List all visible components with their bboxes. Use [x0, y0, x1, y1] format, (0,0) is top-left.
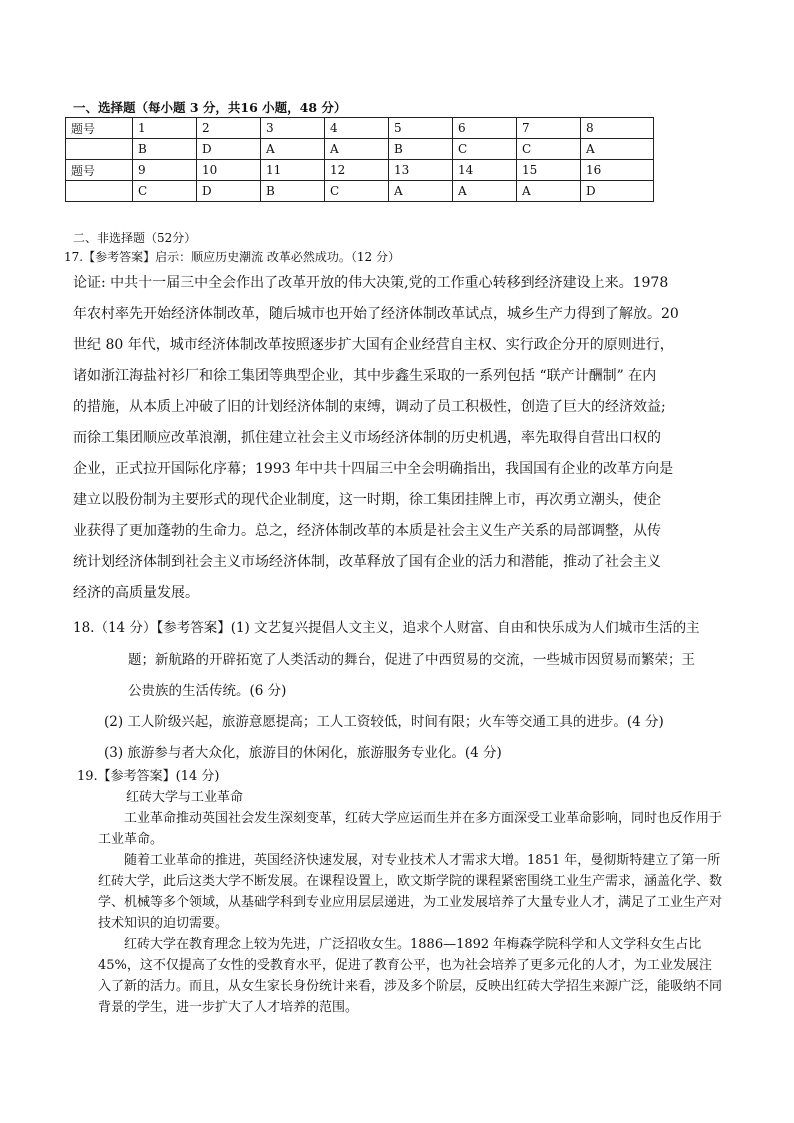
answer-cell: A	[325, 139, 389, 160]
question-number: 1	[133, 118, 197, 139]
table-header-label: 题号	[66, 118, 133, 139]
question-number: 8	[581, 118, 654, 139]
question-number: 4	[325, 118, 389, 139]
empty-cell	[66, 139, 133, 160]
question-number: 7	[517, 118, 581, 139]
answer-cell: A	[261, 139, 325, 160]
question-number: 13	[389, 160, 453, 181]
q18-line: (2) 工人阶级兴起，旅游意愿提高；工人工资较低，时间有限；火车等交通工具的进步。(4 分)	[104, 714, 664, 730]
table-row	[66, 139, 654, 160]
question-number: 12	[325, 160, 389, 181]
question-number: 2	[197, 118, 261, 139]
answer-cell: A	[581, 139, 654, 160]
section2-title: 二、非选择题（52分）	[73, 231, 197, 245]
q19-title: 红砖大学与工业革命	[126, 790, 244, 805]
section1-title: 一、选择题（每小题 3 分，共16 小题，48 分）	[73, 100, 347, 115]
answer-cell: A	[389, 181, 453, 202]
question-number: 15	[517, 160, 581, 181]
answer-cell: C	[133, 181, 197, 202]
q17-line: 论证: 中共十一届三中全会作出了改革开放的伟大决策,党的工作重心转移到经济建设上来。1978	[73, 275, 669, 291]
question-number: 16	[581, 160, 654, 181]
answer-cell: B	[133, 139, 197, 160]
q17-heading: 17.【参考答案】启示：顺应历史潮流 改革必然成功。（12 分）	[64, 250, 400, 264]
q18-line: 题；新航路的开辟拓宽了人类活动的舞台，促进了中西贸易的交流，一些城市因贸易而繁荣；王	[128, 652, 695, 668]
answer-cell: D	[581, 181, 654, 202]
answer-cell: A	[453, 181, 517, 202]
q19-heading: 19.【参考答案】(14 分)	[77, 769, 220, 784]
answer-cell: B	[261, 181, 325, 202]
q17-line: 年农村率先开始经济体制改革，随后城市也开始了经济体制改革试点，城乡生产力得到了解放。20	[73, 306, 679, 322]
q17-line: 统计划经济体制到社会主义市场经济体制，改革释放了国有企业的活力和潜能，推动了社会主义	[73, 554, 661, 570]
question-number: 10	[197, 160, 261, 181]
table-row	[66, 160, 654, 181]
answer-cell: C	[325, 181, 389, 202]
q18-line: 公贵族的生活传统。(6 分)	[128, 683, 287, 699]
answer-cell: C	[517, 139, 581, 160]
q17-line: 经济的高质量发展。	[73, 585, 199, 601]
answer-cell: D	[197, 139, 261, 160]
answer-cell: D	[197, 181, 261, 202]
q19-paragraph: 红砖大学在教育理念上较为先进，广泛招收女生。1886—1892 年梅森学院科学和人文学科女生占比 45%，这不仅提高了女性的受教育水平，促进了教育公平，也为社会培养了更多元化的人才，为工业发展注入了新的活力。而且，从女生家长身份统计来看，涉及多个阶层，反映出红砖大学招生来源广泛，能吸纳不同背景的学生，进一步扩大了人才培养的范围。	[98, 937, 723, 1015]
question-number: 14	[453, 160, 517, 181]
answer-cell: C	[453, 139, 517, 160]
table-row	[66, 118, 654, 139]
q17-line: 的措施，从本质上冲破了旧的计划经济体制的束缚，调动了员工积极性，创造了巨大的经济效益;	[73, 399, 666, 415]
q19-body	[98, 808, 723, 1018]
answer-cell: A	[517, 181, 581, 202]
answer-cell: B	[389, 139, 453, 160]
q17-line: 建立以股份制为主要形式的现代企业制度，这一时期，徐工集团挂牌上市，再次勇立潮头，使企	[73, 492, 661, 508]
question-number: 3	[261, 118, 325, 139]
q19-paragraph: 随着工业革命的推进，英国经济快速发展，对专业技术人才需求大增。1851 年，曼彻斯特建立了第一所红砖大学，此后这类大学不断发展。在课程设置上，欧文斯学院的课程紧密围绕工业生产需求，涵盖化学、数学、机械等多个领域，从基础学科到专业应用层层递进，为工业发展培养了大量专业人才，满足了工业生产对技术知识的迫切需要。	[98, 853, 723, 931]
q17-line: 世纪 80 年代，城市经济体制改革按照逐步扩大国有企业经营自主权、实行政企分开的原则进行，	[73, 337, 674, 353]
table-header-label: 题号	[66, 160, 133, 181]
question-number: 9	[133, 160, 197, 181]
q17-line: 诸如浙江海盐衬衫厂和徐工集团等典型企业，其中步鑫生采取的一系列包括 “联产计酬制” 在内	[73, 368, 657, 384]
q17-line: 业获得了更加蓬勃的生命力。总之，经济体制改革的本质是社会主义生产关系的局部调整，从传	[73, 523, 661, 539]
question-number: 6	[453, 118, 517, 139]
answer-table	[65, 117, 654, 202]
question-number: 5	[389, 118, 453, 139]
question-number: 11	[261, 160, 325, 181]
q18-line: (3) 旅游参与者大众化，旅游目的休闲化，旅游服务专业化。(4 分)	[104, 745, 502, 761]
q17-line: 而徐工集团顺应改革浪潮，抓住建立社会主义市场经济体制的历史机遇，率先取得自营出口权的	[73, 430, 661, 446]
q19-paragraph: 工业革命推动英国社会发生深刻变革，红砖大学应运而生并在多方面深受工业革命影响，同时也反作用于工业革命。	[98, 811, 723, 847]
q17-answer-body	[73, 268, 679, 609]
q18-line: 18.（14 分）【参考答案】(1) 文艺复兴提倡人文主义，追求个人财富、自由和快乐成为人们城市生活的主	[73, 620, 700, 636]
table-row	[66, 181, 654, 202]
q17-line: 企业，正式拉开国际化序幕；1993 年中共十四届三中全会明确指出，我国国有企业的改革方向是	[73, 461, 674, 477]
empty-cell	[66, 181, 133, 202]
